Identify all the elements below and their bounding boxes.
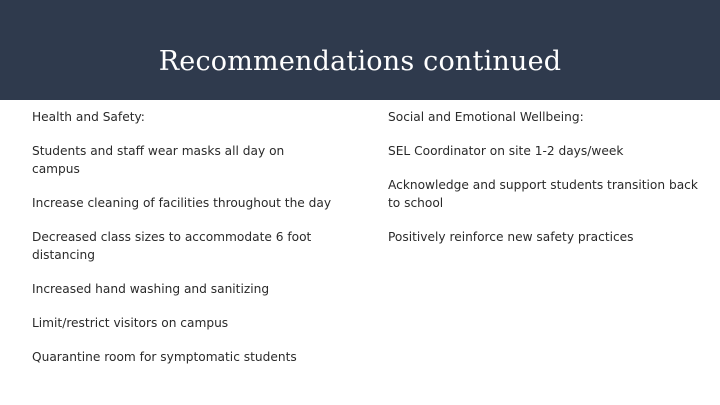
list-item: Increase cleaning of facilities throughout the day	[32, 196, 332, 210]
column-heading: Health and Safety:	[32, 110, 145, 124]
column-heading: Social and Emotional Wellbeing:	[388, 110, 584, 124]
title-banner	[0, 0, 720, 100]
slide-title: Recommendations continued	[158, 46, 562, 77]
list-item: Increased hand washing and sanitizing	[32, 282, 270, 296]
social-emotional-column	[388, 108, 698, 262]
list-item: Decreased class sizes to accommodate 6 foot distancing	[32, 230, 312, 262]
list-item: Students and staff wear masks all day on campus	[32, 144, 285, 176]
list-item: SEL Coordinator on site 1-2 days/week	[388, 144, 624, 158]
list-item: Acknowledge and support students transition back to school	[388, 178, 698, 210]
health-safety-column	[32, 108, 332, 382]
list-item: Limit/restrict visitors on campus	[32, 316, 229, 330]
list-item: Positively reinforce new safety practices	[388, 230, 634, 244]
list-item: Quarantine room for symptomatic students	[32, 350, 297, 364]
